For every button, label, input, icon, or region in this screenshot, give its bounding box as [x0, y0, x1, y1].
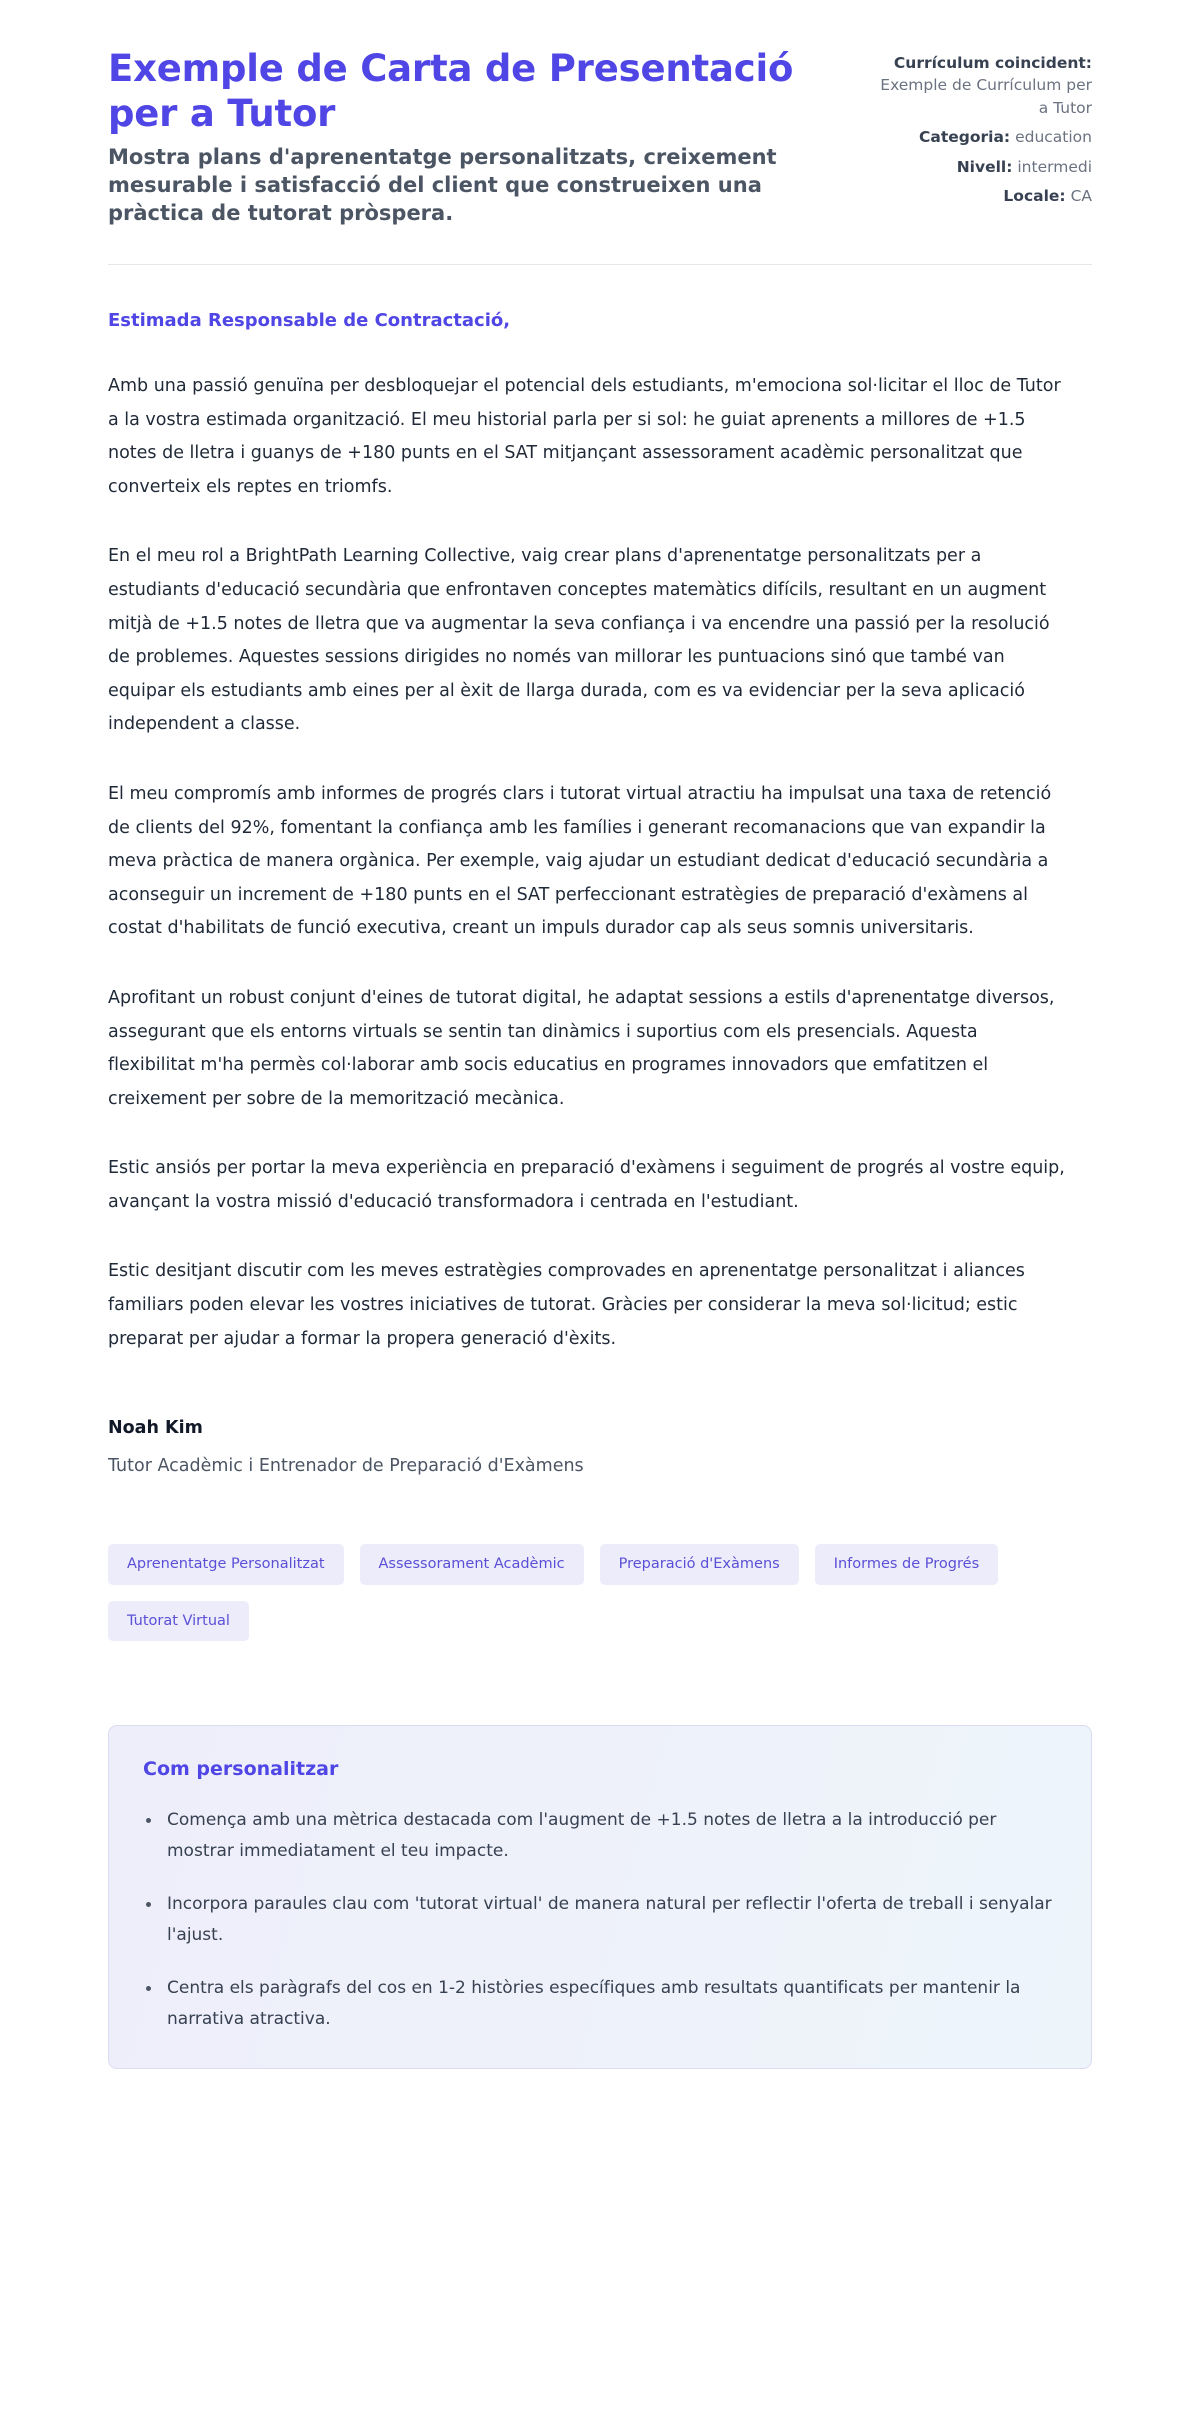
- metadata-row-level: [874, 156, 1092, 178]
- customization-tips-panel: [108, 1725, 1092, 2069]
- page-title: Exemple de Carta de Presentació per a Tutor: [108, 47, 794, 136]
- signature-block: [108, 1414, 1092, 1480]
- letter-salutation: Estimada Responsable de Contractació,: [108, 310, 511, 332]
- metadata-value: Exemple de Currículum per a Tutor: [880, 76, 1092, 117]
- letter-paragraph: Estic ansiós per portar la meva experiència en preparació d'exàmens i seguiment de progrés al vostre equip, avançant la vostra missió d'educació transformadora i centrada en l'estudiant.: [108, 1158, 1065, 1212]
- metadata-label: Categoria:: [919, 128, 1011, 147]
- page-subtitle: Mostra plans d'aprenentatge personalitzats, creixement mesurable i satisfacció del client que construeixen una pràctica de tutorat pròspera.: [108, 145, 777, 226]
- tag-chip[interactable]: Assessorament Acadèmic: [360, 1544, 584, 1585]
- signature-name: Noah Kim: [108, 1418, 203, 1439]
- metadata-value: CA: [1070, 187, 1092, 206]
- metadata-label: Nivell:: [956, 157, 1013, 176]
- signature-role: Tutor Acadèmic i Entrenador de Preparació d'Exàmens: [108, 1456, 584, 1477]
- page-header: [108, 0, 1092, 228]
- tag-chip[interactable]: Informes de Progrés: [815, 1544, 998, 1585]
- tips-panel-title: Com personalitzar: [143, 1758, 339, 1781]
- metadata-label: Currículum coincident:: [893, 54, 1092, 72]
- header-title-block: [108, 46, 840, 228]
- letter-body: [108, 265, 1092, 1356]
- letter-paragraph: Amb una passió genuïna per desbloquejar el potencial dels estudiants, m'emociona sol·licitar el lloc de Tutor a la vostra estimada organització. El meu historial parla per si sol: he guiat aprenents a millores de +1.5 notes de lletra i guanys de +180 punts en el SAT mitjançant assessorament acadèmic personalitzat que converteix els reptes en triomfs.: [108, 376, 1061, 497]
- tip-list-item: Comença amb una mètrica destacada com l'augment de +1.5 notes de lletra a la introducció per mostrar immediatament el teu impacte.: [143, 1805, 1057, 1867]
- letter-paragraph: Aprofitant un robust conjunt d'eines de tutorat digital, he adaptat sessions a estils d'aprenentatge diversos, assegurant que els entorns virtuals se sentin tan dinàmics i suportius com els presencials. Aquesta flexibilitat m'ha permès col·laborar amb socis educatius en programes innovadors que emfatitzen el creixement per sobre de la memorització mecànica.: [108, 987, 1055, 1109]
- tip-list-item: Centra els paràgrafs del cos en 1-2 històries específiques amb resultats quantificats per mantenir la narrativa atractiva.: [143, 1973, 1057, 2035]
- tag-chip[interactable]: Aprenentatge Personalitzat: [108, 1544, 344, 1585]
- tag-list: [108, 1544, 1092, 1641]
- tips-list: [143, 1805, 1057, 2035]
- tag-chip[interactable]: Tutorat Virtual: [108, 1601, 249, 1642]
- metadata-value: education: [1015, 128, 1092, 147]
- letter-paragraph: Estic desitjant discutir com les meves estratègies comprovades en aprenentatge personalitzat i aliances familiars poden elevar les vostres iniciatives de tutorat. Gràcies per considerar la meva sol·licitud; estic preparat per ajudar a formar la propera generació d'èxits.: [108, 1261, 1025, 1349]
- metadata-row-matching-resume: [874, 52, 1092, 119]
- header-metadata: [874, 46, 1092, 208]
- tag-chip[interactable]: Preparació d'Exàmens: [600, 1544, 799, 1585]
- tip-list-item: Incorpora paraules clau com 'tutorat virtual' de manera natural per reflectir l'oferta de treball i senyalar l'ajust.: [143, 1889, 1057, 1951]
- metadata-label: Locale:: [1003, 187, 1066, 206]
- metadata-row-category: [874, 126, 1092, 148]
- letter-paragraph: En el meu rol a BrightPath Learning Collective, vaig crear plans d'aprenentatge personalitzats per a estudiants d'educació secundària que enfrontaven conceptes matemàtics difícils, resultant en un augment mitjà de +1.5 notes de lletra que va augmentar la seva confiança i va encendre una passió per la resolució de problemes. Aquestes sessions dirigides no només van millorar les puntuacions sinó que també van equipar els estudiants amb eines per al èxit de llarga durada, com es va evidenciar per la seva aplicació independent a classe.: [108, 546, 1050, 735]
- metadata-row-locale: [874, 185, 1092, 207]
- metadata-value: intermedi: [1017, 157, 1092, 176]
- letter-paragraph: El meu compromís amb informes de progrés clars i tutorat virtual atractiu ha impulsat una taxa de retenció de clients del 92%, fomentant la confiança amb les famílies i generant recomanacions que van expandir la meva pràctica de manera orgànica. Per exemple, vaig ajudar un estudiant dedicat d'educació secundària a aconseguir un increment de +180 punts en el SAT perfeccionant estratègies de preparació d'exàmens al costat d'habilitats de funció executiva, creant un impuls durador cap als seus somnis universitaris.: [108, 783, 1052, 939]
